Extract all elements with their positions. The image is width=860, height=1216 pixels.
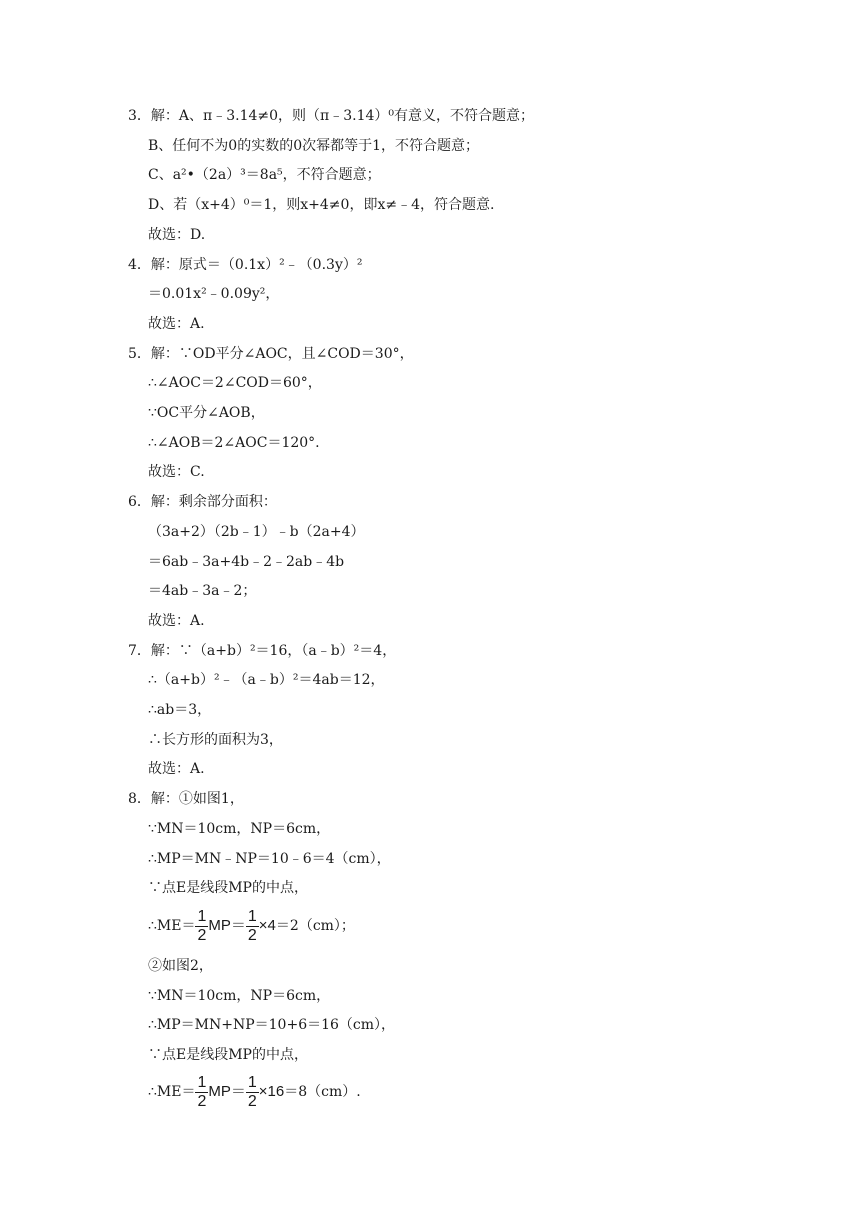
solution-line: ∴∠AOC＝2∠COD＝60°， [148,375,322,392]
solution-line: ∴MP＝MN+NP＝10+6＝16（cm）， [148,1017,396,1034]
solution-line: 故选：A. [148,612,205,629]
solution-line: ∵点E是线段MP的中点， [148,1047,308,1064]
formula-me-case-1: ∴ME＝ $\frac{1}{2}$ MP＝ $\frac{1}{2}$ ×4＝2（cm）； [148,907,355,944]
solution-line: ＝6ab﹣3a+4b﹣2﹣2ab﹣4b [148,553,345,570]
solution-line: ∵点E是线段MP的中点， [148,880,308,897]
solution-line: ∵MN＝10cm，NP＝6cm， [148,820,331,837]
solution-line: C、a²•（2a）³＝8a⁵，不符合题意； [148,167,381,184]
solution-line: 故选：A. [148,315,205,332]
solution-line: ∴ab＝3， [148,702,212,718]
solution-line: D、若（x+4）⁰＝1，则x+4≠0，即x≠﹣4，符合题意. [148,197,495,214]
solution-line: ∴∠AOB＝2∠AOC＝120°. [148,434,320,451]
question-line: 7．解：∵（a+b）²＝16，（a﹣b）²＝4， [128,642,397,659]
solution-line: ∴长方形的面积为3， [148,731,283,748]
fraction: $\frac{1}{2}$ [197,1073,207,1110]
solution-line: （3a+2）（2b﹣1）﹣b（2a+4） [148,523,365,540]
solution-line: ∴（a+b）²﹣（a﹣b）²＝4ab＝12， [148,672,385,689]
solution-line: 故选：D. [148,226,206,243]
solution-line: ＝4ab﹣3a﹣2； [148,583,257,600]
question-line: 5．解：∵OD平分∠AOC，且∠COD＝30°， [128,345,414,362]
formula-me-case-2: ∴ME＝ $\frac{1}{2}$ MP＝ $\frac{1}{2}$ ×16＝8（cm）. [148,1073,361,1110]
question-line: 6．解：剩余部分面积： [128,494,277,511]
solution-line: ∵OC平分∠AOB， [148,405,265,421]
fraction: $\frac{1}{2}$ [197,907,207,944]
solution-line: ②如图2， [148,958,213,974]
solution-line: 故选：C. [148,464,205,481]
fraction: $\frac{1}{2}$ [247,1073,257,1110]
solution-line: ∵MN＝10cm，NP＝6cm， [148,987,331,1004]
solution-line: ＝0.01x²﹣0.09y²， [148,286,280,303]
question-line: 3．解：A、π﹣3.14≠0，则（π﹣3.14）⁰有意义，不符合题意； [128,108,535,124]
solution-line: 故选：A. [148,761,205,778]
solution-line: B、任何不为0的实数的0次幂都等于1，不符合题意； [148,137,480,154]
question-line: 4．解：原式＝（0.1x）²﹣（0.3y）² [128,256,363,273]
question-line: 8．解：①如图1， [128,791,244,808]
solution-line: ∴MP＝MN﹣NP＝10﹣6＝4（cm）， [148,850,391,867]
fraction: $\frac{1}{2}$ [247,907,257,944]
